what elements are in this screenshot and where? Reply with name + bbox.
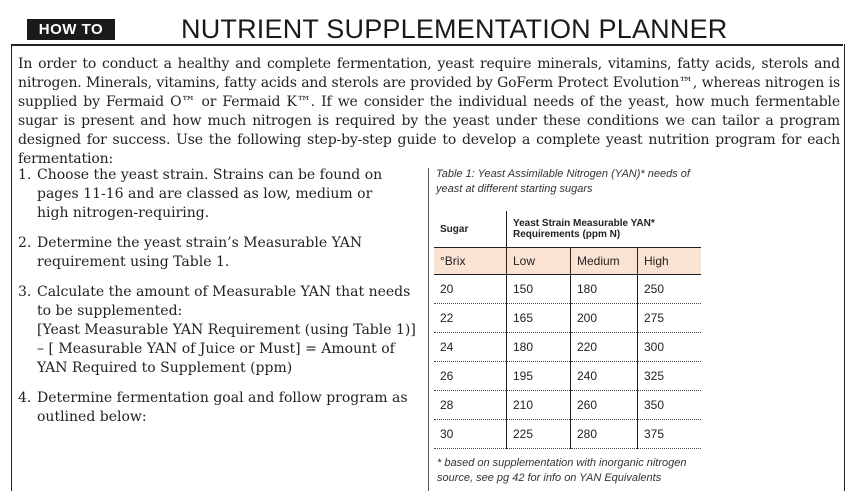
- low-cell: 225: [507, 420, 571, 449]
- medium-cell: 240: [571, 362, 638, 391]
- table-footnote: * based on supplementation with inorganic nitrogen source, see pg 42 for info on YAN Equivalents: [437, 457, 687, 484]
- brix-cell: 22: [434, 304, 507, 333]
- intro-paragraph: In order to conduct a healthy and complete fermentation, yeast require minerals, vitamins, fatty acids, sterols and nitrogen. Minerals, vitamins, fatty acids and sterols are provided by GoFerm Protect Evolution™, whereas nitrogen is supplied by Fermaid O™ or Fermaid K™. If we consider the individual needs of the yeast, how much fermentable sugar is present and how much nitrogen is required by the yeast under these conditions we can tailor a program designed for success. Use the following step-by-step guide to develop a complete yeast nutrition program for each fermentation:: [18, 56, 840, 167]
- yan-table: [434, 211, 701, 449]
- table-subheader-row: [434, 248, 701, 275]
- brix-cell: 30: [434, 420, 507, 449]
- step-number: 2.: [18, 235, 32, 251]
- step-3: [18, 283, 428, 378]
- brix-header: °Brix: [434, 248, 507, 275]
- how-to-badge: HOW TO: [27, 19, 115, 40]
- high-header: High: [638, 248, 702, 275]
- step-4: [18, 389, 428, 427]
- step-2: [18, 234, 428, 272]
- table-row: [434, 333, 701, 362]
- low-cell: 195: [507, 362, 571, 391]
- table-row: [434, 420, 701, 449]
- medium-cell: 200: [571, 304, 638, 333]
- formula-line-1: [Yeast Measurable YAN Requirement (using Table 1)]: [37, 322, 416, 338]
- medium-cell: 180: [571, 275, 638, 304]
- table-header-row: [434, 211, 701, 248]
- brix-cell: 20: [434, 275, 507, 304]
- medium-cell: 220: [571, 333, 638, 362]
- table-row: [434, 275, 701, 304]
- step-number: 4.: [18, 390, 32, 406]
- low-cell: 150: [507, 275, 571, 304]
- step-text: Determine the yeast strain’s Measurable YAN requirement using Table 1.: [37, 235, 363, 270]
- low-cell: 180: [507, 333, 571, 362]
- brix-cell: 26: [434, 362, 507, 391]
- page-title: NUTRIENT SUPPLEMENTATION PLANNER: [181, 14, 728, 44]
- high-cell: 250: [638, 275, 702, 304]
- high-cell: 325: [638, 362, 702, 391]
- low-cell: 165: [507, 304, 571, 333]
- brix-cell: 24: [434, 333, 507, 362]
- yan-group-header: Yeast Strain Measurable YAN* Requirements (ppm N): [507, 211, 702, 248]
- medium-cell: 260: [571, 391, 638, 420]
- high-cell: 300: [638, 333, 702, 362]
- step-text: Calculate the amount of Measurable YAN that needs to be supplemented:: [37, 284, 411, 319]
- step-number: 3.: [18, 284, 32, 300]
- low-header: Low: [507, 248, 571, 275]
- step-text: Determine fermentation goal and follow program as outlined below:: [37, 390, 408, 425]
- formula-line-2: – [ Measurable YAN of Juice or Must] = Amount of YAN Required to Supplement (ppm): [37, 341, 395, 376]
- medium-header: Medium: [571, 248, 638, 275]
- table-row: [434, 391, 701, 420]
- medium-cell: 280: [571, 420, 638, 449]
- high-cell: 375: [638, 420, 702, 449]
- column-divider: [428, 168, 429, 491]
- sugar-header: Sugar: [440, 223, 469, 235]
- step-number: 1.: [18, 167, 32, 183]
- page-header: [11, 8, 843, 46]
- table-caption: Table 1: Yeast Assimilable Nitrogen (YAN)* needs of yeast at different starting sugars: [436, 168, 690, 195]
- high-cell: 275: [638, 304, 702, 333]
- brix-cell: 28: [434, 391, 507, 420]
- low-cell: 210: [507, 391, 571, 420]
- table-row: [434, 304, 701, 333]
- step-text: Choose the yeast strain. Strains can be found on pages 11-16 and are classed as low, medium or high nitrogen-requiring.: [37, 167, 383, 221]
- step-1: [18, 166, 428, 223]
- high-cell: 350: [638, 391, 702, 420]
- table-row: [434, 362, 701, 391]
